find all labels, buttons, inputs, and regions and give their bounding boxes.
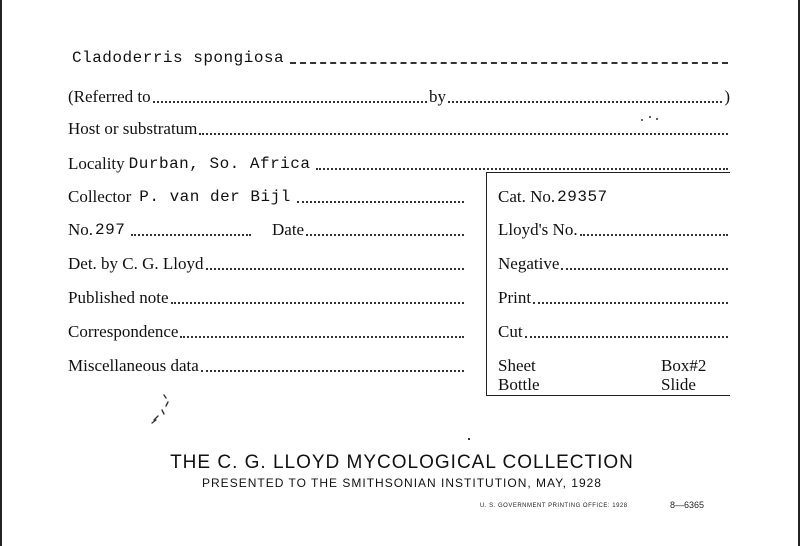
det-line [206, 268, 464, 270]
collector-label: Collector [68, 187, 132, 206]
published-label: Published note [68, 288, 169, 307]
by-line [448, 101, 722, 103]
by-label: by [428, 87, 446, 106]
lloyds-line [580, 234, 728, 236]
collector-line [297, 201, 464, 203]
number-line [131, 234, 251, 236]
published-row [68, 288, 466, 308]
form-code: 8—6365 [670, 500, 705, 510]
species-row [68, 48, 730, 68]
collection-subtitle: PRESENTED TO THE SMITHSONIAN INSTITUTION, MAY, 1928 [202, 476, 602, 490]
lloyds-row [498, 220, 730, 240]
det-row [68, 254, 466, 274]
published-line [171, 302, 464, 304]
number-value: 297 [95, 221, 126, 239]
box-field [661, 356, 706, 376]
negative-line [561, 268, 728, 270]
close-paren: ) [724, 87, 731, 106]
cat-label: Cat. No. [498, 187, 556, 206]
cat-row [498, 187, 730, 207]
collector-value: P. van der Bijl [139, 188, 291, 206]
host-label: Host or substratum [68, 119, 198, 138]
referred-to-line [153, 101, 427, 103]
locality-value: Durban, So. Africa [128, 155, 311, 173]
print-line [533, 302, 728, 304]
collector-row [68, 187, 466, 207]
misc-line [201, 370, 464, 372]
cut-row [498, 322, 730, 342]
misc-label: Miscellaneous data [68, 356, 199, 375]
collection-title: THE C. G. LLOYD MYCOLOGICAL COLLECTION [170, 452, 634, 473]
cut-line [525, 336, 728, 338]
print-label: Print [498, 288, 532, 307]
number-label: No. [68, 220, 94, 239]
species-name: Cladoderris spongiosa [72, 49, 285, 67]
ink-dots-mark [638, 113, 662, 125]
host-row [68, 119, 730, 139]
referred-row [68, 87, 730, 107]
correspondence-line [180, 336, 464, 338]
date-line [306, 234, 464, 236]
locality-row [68, 154, 730, 174]
locality-label: Locality [68, 154, 125, 173]
ink-dot [468, 438, 470, 440]
ink-speck-mark [148, 392, 178, 426]
negative-row [498, 254, 730, 274]
referred-to-label: (Referred to [68, 87, 151, 106]
correspondence-row [68, 322, 466, 342]
negative-label: Negative [498, 254, 560, 273]
print-row [498, 288, 730, 308]
lloyds-label: Lloyd's No. [498, 220, 578, 239]
box-label: Box [661, 356, 690, 375]
box-value: #2 [689, 356, 707, 375]
cut-label: Cut [498, 322, 523, 341]
number-row [68, 220, 253, 240]
slide-label: Slide [661, 375, 696, 394]
date-row [272, 220, 466, 240]
sheet-label: Sheet [498, 356, 536, 375]
date-label: Date [272, 220, 305, 239]
correspondence-label: Correspondence [68, 322, 179, 341]
host-line [199, 133, 728, 135]
bottle-label: Bottle [498, 375, 540, 394]
locality-line [316, 168, 728, 170]
printer-imprint: U. S. GOVERNMENT PRINTING OFFICE: 1928 [480, 503, 628, 509]
misc-row [68, 356, 466, 376]
species-line [290, 62, 728, 64]
det-label: Det. by C. G. Lloyd [68, 254, 204, 273]
cat-value: 29357 [557, 188, 608, 206]
